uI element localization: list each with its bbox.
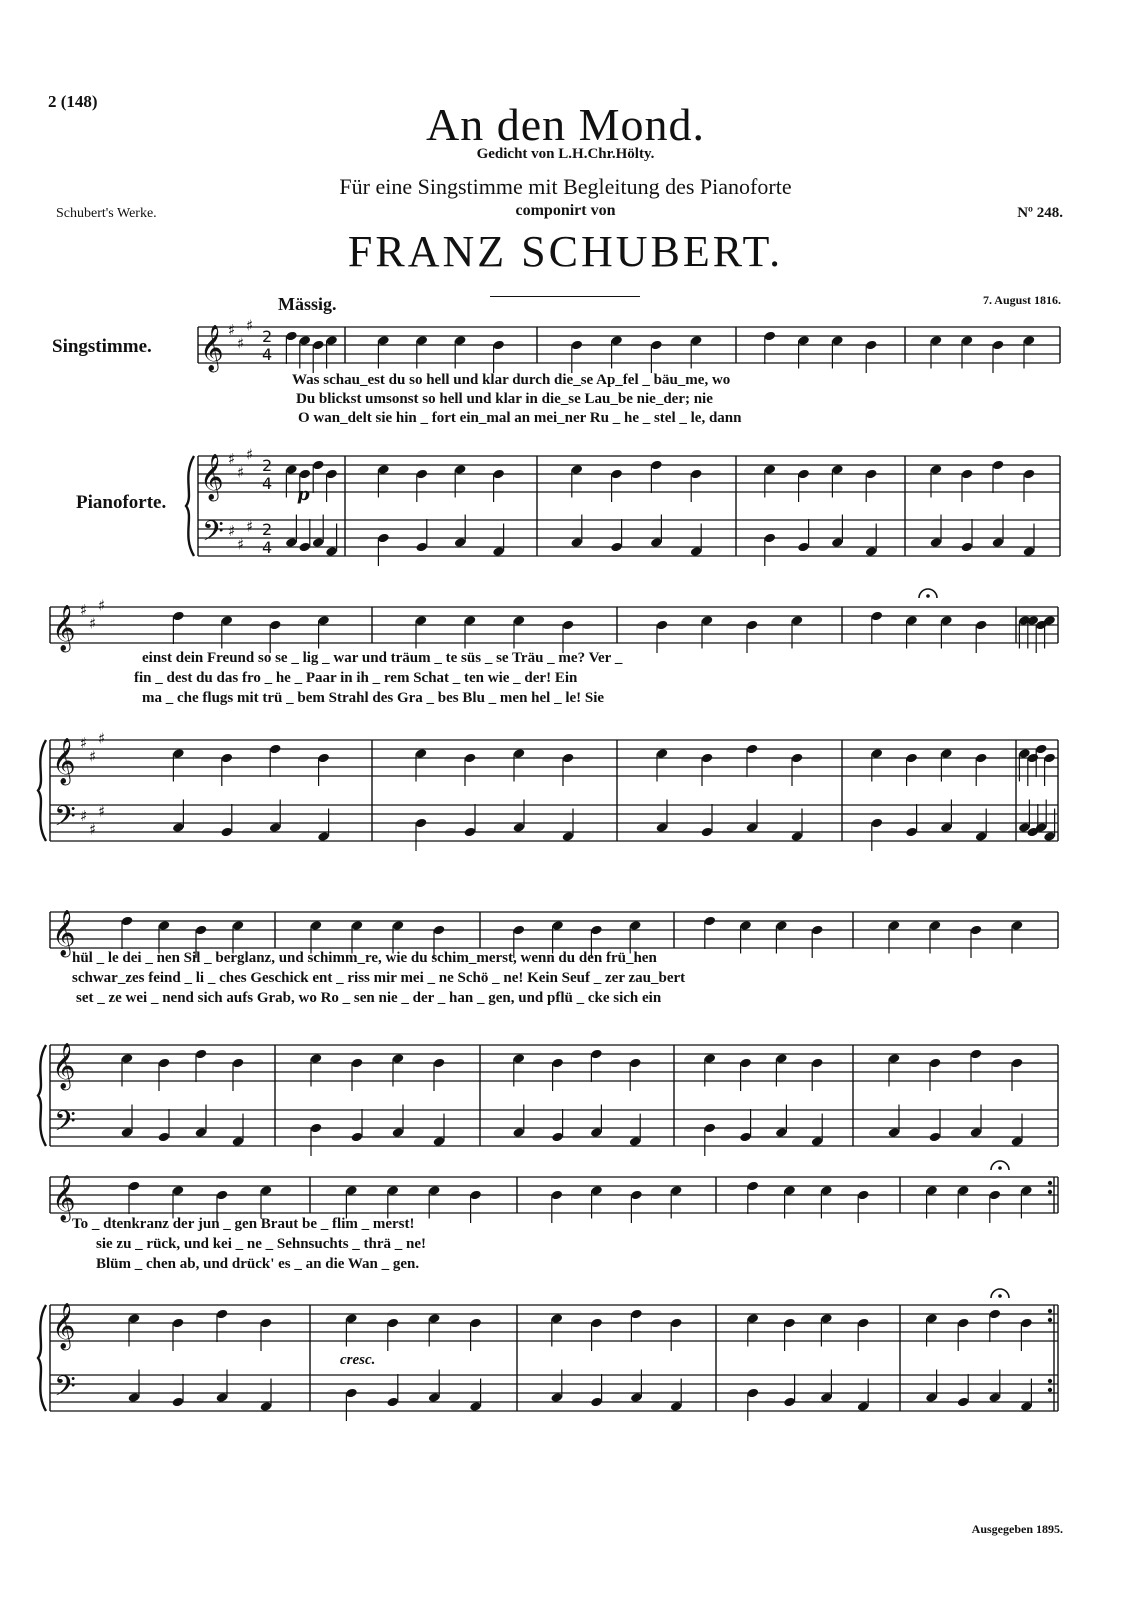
lyric-s4-v2: sie zu _ rück, und kei _ ne _ Sehnsuchts _ thrä _ ne!: [96, 1236, 427, 1252]
system-1-brace: [186, 456, 194, 556]
time-signature-top: 2: [262, 520, 273, 539]
system-2-key-sharp: ♯: [98, 729, 106, 748]
cresc-marking: cresc.: [340, 1352, 376, 1368]
system-2-key-sharp: ♯: [89, 614, 97, 633]
page-number: 2 (148): [48, 92, 98, 111]
system-2-key-sharp: ♯: [80, 807, 88, 825]
publication-note: Ausgegeben 1895.: [971, 1522, 1063, 1536]
time-signature-bottom: 4: [262, 345, 273, 364]
song-title: An den Mond.: [425, 99, 706, 150]
system-3-treble-clef: 𝄞: [52, 1043, 76, 1089]
system-1-key-sharp: ♯: [228, 522, 236, 540]
system-2-key-sharp: ♯: [80, 601, 88, 619]
voice-label: Singstimme.: [52, 336, 152, 357]
system-2-key-sharp: ♯: [80, 734, 88, 752]
poem-credit: Gedicht von L.H.Chr.Hölty.: [476, 146, 655, 162]
time-signature-top: 2: [262, 327, 273, 346]
repeat-dot: [1048, 1318, 1052, 1322]
system-2-key-sharp: ♯: [89, 820, 97, 839]
system-1-key-sharp: ♯: [246, 445, 254, 464]
system-1-key-sharp: ♯: [237, 463, 245, 482]
system-4-treble-clef: 𝄞: [52, 1175, 76, 1221]
series-label: Schubert's Werke.: [56, 206, 157, 221]
repeat-dot: [1048, 1309, 1052, 1313]
composer-name: FRANZ SCHUBERT.: [347, 227, 784, 276]
tempo-marking: Mässig.: [278, 294, 337, 314]
repeat-dot: [1048, 1190, 1052, 1194]
system-2-key-sharp: ♯: [98, 596, 106, 615]
system-3-brace: [38, 1045, 46, 1146]
lyric-s1-v3: O wan_delt sie hin _ fort ein_mal an mei_ner Ru _ he _ stel _ le, dann: [298, 410, 742, 426]
fermata-dot: [926, 594, 930, 598]
lyric-s3-v3: set _ ze wei _ nend sich aufs Grab, wo Ro _ sen nie _ der _ han _ gen, und pflü _ cke sich ein: [76, 990, 662, 1006]
system-3-treble-clef: 𝄞: [52, 910, 76, 956]
lyric-s2-v1: einst dein Freund so se _ lig _ war und träum _ te süs _ se Träu _ me? Ver _: [142, 650, 623, 666]
lyric-s1-v1: Was schau_est du so hell und klar durch die_se Ap_fel _ bäu_me, wo: [292, 372, 731, 388]
system-2-key-sharp: ♯: [98, 802, 106, 821]
system-1-treble-clef: 𝄞: [200, 454, 224, 500]
system-4-brace: [38, 1305, 46, 1411]
work-number: Nº 248.: [1017, 205, 1063, 221]
repeat-dot: [1048, 1379, 1052, 1383]
system-1-key-sharp: ♯: [237, 334, 245, 353]
piano-label: Pianoforte.: [76, 492, 167, 513]
system-1-bass-clef: 𝄢: [202, 515, 224, 555]
system-1-key-sharp: ♯: [228, 321, 236, 339]
system-1-treble-clef: 𝄞: [200, 325, 224, 371]
composed-by: componirt von: [515, 202, 616, 219]
system-2-bass-clef: 𝄢: [54, 800, 76, 840]
lyric-s1-v2: Du blickst umsonst so hell und klar in die_se Lau_be nie_der; nie: [296, 391, 713, 407]
repeat-dot: [1048, 1388, 1052, 1392]
lyric-s2-v2: fin _ dest du das fro _ he _ Paar in ih _ rem Schat _ ten wie _ der! Ein: [134, 670, 578, 686]
system-2-treble-clef: 𝄞: [52, 738, 76, 784]
repeat-dot: [1048, 1181, 1052, 1185]
subtitle: Für eine Singstimme mit Begleitung des Pianoforte: [339, 174, 792, 199]
system-2-brace: [38, 740, 46, 841]
lyric-s2-v3: ma _ che flugs mit trü _ bem Strahl des Gra _ bes Blu _ men hel _ le! Sie: [142, 690, 605, 706]
system-1-key-sharp: ♯: [246, 316, 254, 335]
lyric-s3-v1: hül _ le dei _ nen Sil _ berglanz, und schimm_re, wie du schim_merst, wenn du den frü_hen: [72, 950, 657, 966]
lyric-s3-v2: schwar_zes feind _ li _ ches Geschick ent _ riss mir mei _ ne Schö _ ne! Kein Seuf _ zer zau_bert: [72, 970, 686, 986]
system-1-key-sharp: ♯: [237, 535, 245, 554]
time-signature-bottom: 4: [262, 538, 273, 557]
system-4-bass-clef: 𝄢: [54, 1370, 76, 1410]
system-4-treble-clef: 𝄞: [52, 1303, 76, 1349]
lyric-s4-v1: To _ dtenkranz der jun _ gen Braut be _ flim _ merst!: [72, 1216, 415, 1232]
fermata-dot: [998, 1294, 1002, 1298]
system-1-key-sharp: ♯: [228, 450, 236, 468]
system-3-bass-clef: 𝄢: [54, 1105, 76, 1145]
time-signature-top: 2: [262, 456, 273, 475]
fermata-dot: [998, 1166, 1002, 1170]
lyric-s4-v3: Blüm _ chen ab, und drück' es _ an die Wan _ gen.: [96, 1256, 420, 1272]
time-signature-bottom: 4: [262, 474, 273, 493]
system-2-treble-clef: 𝄞: [52, 605, 76, 651]
system-2-key-sharp: ♯: [89, 747, 97, 766]
system-1-key-sharp: ♯: [246, 517, 254, 536]
composition-date: 7. August 1816.: [982, 293, 1061, 307]
dynamic-p: p: [297, 484, 310, 505]
